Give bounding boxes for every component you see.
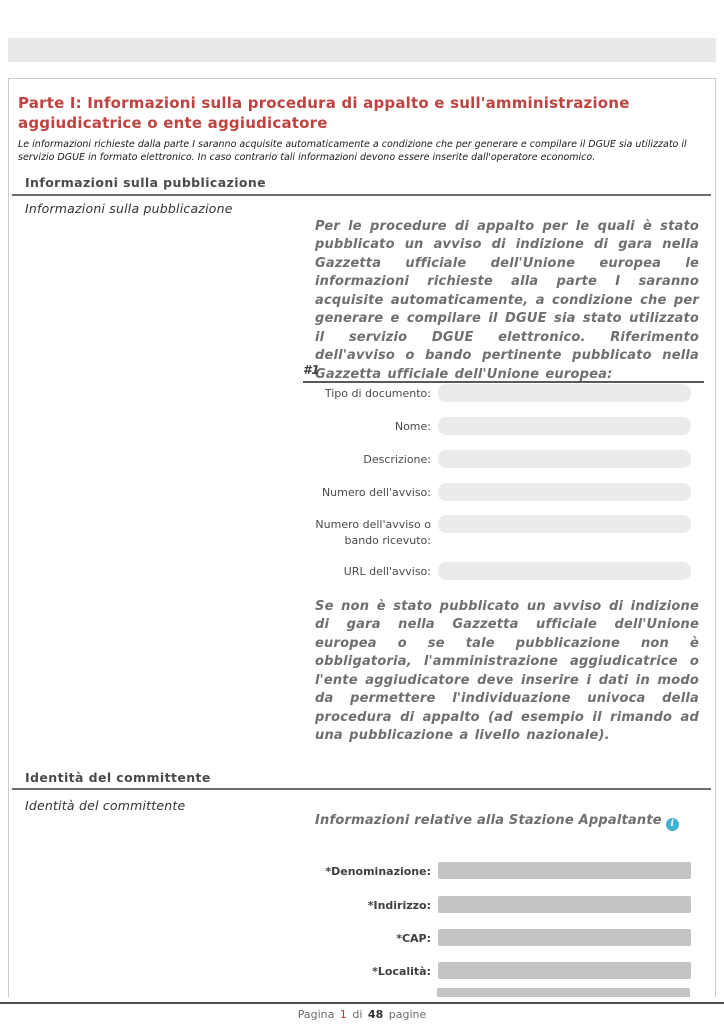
- field-row-denominazione: [279, 862, 691, 880]
- field-row-localita: [279, 962, 691, 980]
- descrizione-input[interactable]: [438, 450, 691, 468]
- section-rule: [12, 788, 711, 790]
- item-index-label: #1: [303, 363, 320, 377]
- numero-avviso-label: Numero dell'avviso:: [321, 486, 431, 499]
- side-label-committente: Identità del committente: [25, 798, 186, 813]
- paragraph-avviso-pubblicato: Per le procedure di appalto per le quali è stato pubblicato un avviso di indizione di gara nella Gazzetta ufficiale dell'Unione europea le informazioni richieste alla parte I saranno acquisite automaticamente, a condizione che per generare e compilare il DGUE sia stato utilizzato il servizio DGUE elettronico. Riferimento dell'avviso o bando pertinente pubblicato nella Gazzetta ufficiale dell'Unione europea:: [315, 219, 699, 382]
- url-avviso-input[interactable]: [438, 562, 691, 580]
- footer-divider: [0, 1002, 724, 1004]
- stazione-appaltante-label: Informazioni relative alla Stazione Appaltante: [315, 813, 662, 828]
- pagination-suffix: pagine: [388, 1008, 427, 1021]
- tipo-documento-label: Tipo di documento:: [324, 387, 431, 400]
- indirizzo-label: *Indirizzo:: [367, 899, 431, 912]
- section-header-committente: Identità del committente: [25, 770, 211, 785]
- tipo-documento-input[interactable]: [438, 384, 691, 402]
- info-icon[interactable]: i: [666, 818, 679, 831]
- nome-label: Nome:: [394, 420, 431, 433]
- numero-avviso-ricevuto-label: Numero dell'avviso o bando ricevuto:: [315, 518, 431, 547]
- field-row-numero-avviso-ricevuto: [279, 515, 691, 549]
- item-group-divider: [303, 359, 704, 383]
- numero-avviso-ricevuto-input[interactable]: [438, 515, 691, 533]
- section-header-pubblicazione: Informazioni sulla pubblicazione: [25, 175, 267, 190]
- field-row-numero-avviso: [279, 483, 691, 501]
- indirizzo-input[interactable]: [438, 896, 691, 913]
- numero-avviso-input[interactable]: [438, 483, 691, 501]
- field-row-nome: [279, 417, 691, 435]
- pagination-middle: di: [352, 1008, 363, 1021]
- denominazione-label: *Denominazione:: [325, 865, 431, 878]
- denominazione-input[interactable]: [438, 862, 691, 879]
- total-pages-number: 48: [367, 1008, 384, 1021]
- nome-input[interactable]: [438, 417, 691, 435]
- field-row-cap: [279, 929, 691, 947]
- descrizione-label: Descrizione:: [363, 453, 431, 466]
- field-row-tipo-documento: [279, 384, 691, 402]
- cap-input[interactable]: [438, 929, 691, 946]
- localita-label: *Località:: [372, 965, 431, 978]
- paragraph-avviso-non-pubblicato: Se non è stato pubblicato un avviso di indizione di gara nella Gazzetta ufficiale dell'Unione europea o se tale pubblicazione non è obbligatoria, l'amministrazione aggiudicatrice o l'ente aggiudicatore deve inserire i dati in modo da permettere l'individuazione univoca della procedura di appalto (ad esempio il rimando ad una pubblicazione a livello nazionale).: [315, 599, 699, 744]
- next-field-input-clipped[interactable]: [437, 988, 690, 997]
- stazione-appaltante-subheading: [315, 813, 699, 831]
- localita-input[interactable]: [438, 962, 691, 979]
- field-row-indirizzo: [279, 896, 691, 914]
- top-toolbar: [8, 38, 716, 62]
- field-row-descrizione: [279, 450, 691, 468]
- dgue-form-page: [8, 78, 716, 997]
- side-label-pubblicazione: Informazioni sulla pubblicazione: [25, 201, 233, 216]
- pagination-prefix: Pagina: [297, 1008, 335, 1021]
- section-rule: [12, 194, 711, 196]
- cap-label: *CAP:: [396, 932, 431, 945]
- url-avviso-label: URL dell'avviso:: [343, 565, 431, 578]
- pagination: [0, 1008, 724, 1021]
- part1-intro-note: Le informazioni richieste dalla parte I saranno acquisite automaticamente a condizione che per generare e compilare il DGUE sia utilizzato il servizio DGUE in formato elettronico. In caso contrario tali informazioni devono essere inserite dall'operatore economico.: [18, 139, 687, 163]
- part1-heading: Parte I: Informazioni sulla procedura di appalto e sull'amministrazione aggiudicatrice o ente aggiudicatore: [18, 94, 630, 132]
- current-page-number: 1: [339, 1008, 347, 1021]
- field-row-url-avviso: [279, 562, 691, 580]
